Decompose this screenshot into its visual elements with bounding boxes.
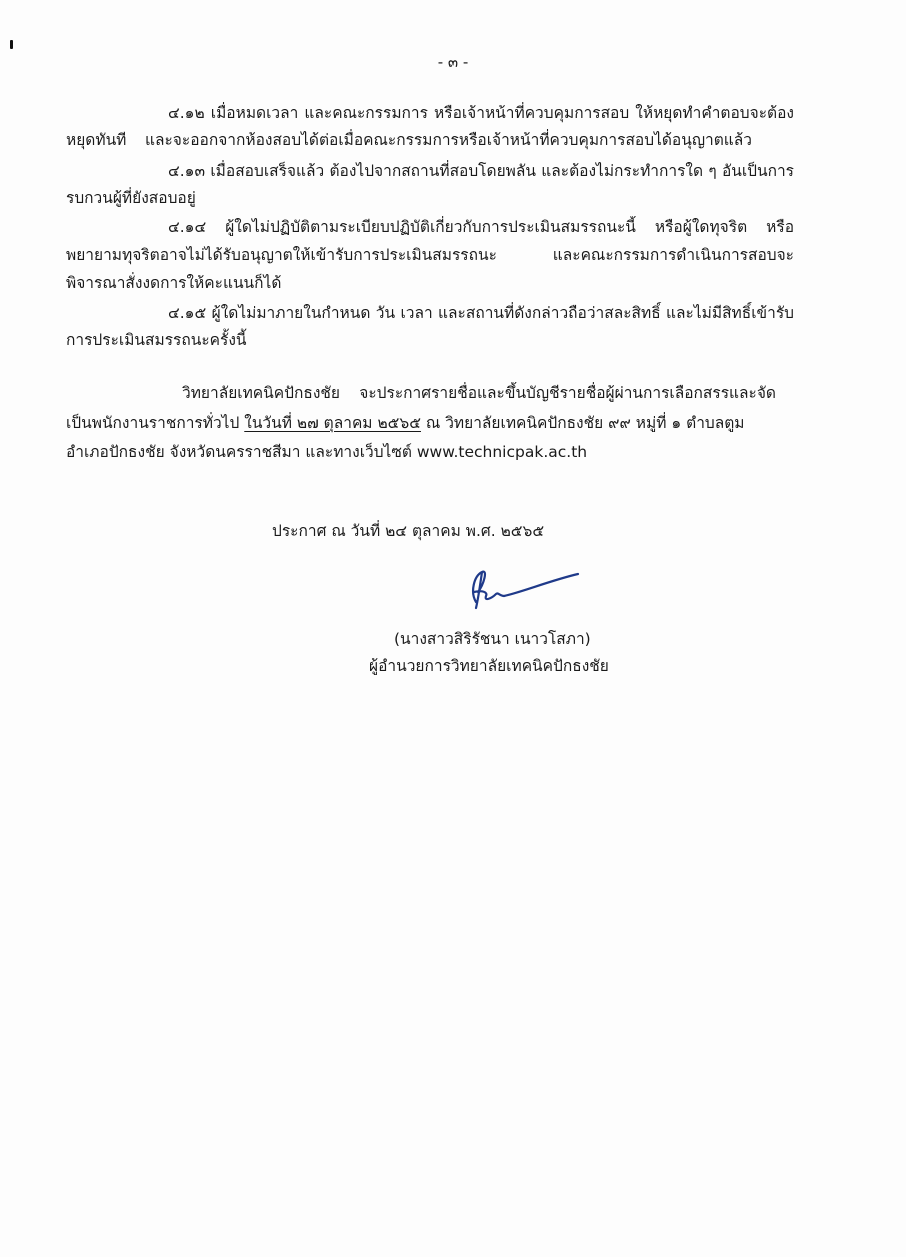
item-4-14-line-1: ๔.๑๔ ผู้ใดไม่ปฏิบัติตามระเบียบปฏิบัติเกี่ยวกับการประเมินสมรรถนะนี้ หรือผู้ใดทุจริต หรือ [168,218,794,236]
item-4-13-line-2: รบกวนผู้ที่ยังสอบอยู่ [66,189,196,207]
item-4-14-line-2: พยายามทุจริตอาจไม่ได้รับอนุญาตให้เข้ารับการประเมินสมรรถนะ และคณะกรรมการดำเนินการสอบจะ [66,246,794,264]
item-4-14-line-3: พิจารณาสั่งงดการให้คะแนนก็ได้ [66,274,282,292]
scan-edge-mark [10,40,13,49]
item-4-15-line-2: การประเมินสมรรถนะครั้งนี้ [66,331,247,349]
page-number: - ๓ - [437,53,469,71]
announcement-line-2 [66,412,745,434]
announcement-line-1: วิทยาลัยเทคนิคปักธงชัย จะประกาศรายชื่อและขึ้นบัญชีรายชื่อผู้ผ่านการเลือกสรรและจัด [182,384,776,402]
announcement-date-line: ประกาศ ณ วันที่ ๒๔ ตุลาคม พ.ศ. ๒๕๖๕ [272,522,545,540]
item-4-12-line-2: หยุดทันที และจะออกจากห้องสอบได้ต่อเมื่อคณะกรรมการหรือเจ้าหน้าที่ควบคุมการสอบได้อนุญาตแล้ว [66,131,752,149]
item-4-15-line-1: ๔.๑๕ ผู้ใดไม่มาภายในกำหนด วัน เวลา และสถานที่ดังกล่าวถือว่าสละสิทธิ์ และไม่มีสิทธิ์เข้ารับ [168,304,794,322]
signature-image [462,562,582,618]
signer-name: (นางสาวสิริรัชนา เนาวโสภา) [394,630,591,648]
item-4-12-line-1: ๔.๑๒ เมื่อหมดเวลา และคณะกรรมการ หรือเจ้าหน้าที่ควบคุมการสอบ ให้หยุดทำคำตอบจะต้อง [168,104,794,122]
announcement-line-2-suffix: ณ วิทยาลัยเทคนิคปักธงชัย ๙๙ หมู่ที่ ๑ ตำบลตูม [425,414,745,432]
signer-title: ผู้อำนวยการวิทยาลัยเทคนิคปักธงชัย [369,657,609,675]
item-4-13-line-1: ๔.๑๓ เมื่อสอบเสร็จแล้ว ต้องไปจากสถานที่สอบโดยพลัน และต้องไม่กระทำการใด ๆ อันเป็นการ [168,162,794,180]
announcement-date-underlined: ในวันที่ ๒๗ ตุลาคม ๒๕๖๕ [244,414,421,432]
announcement-line-2-prefix: เป็นพนักงานราชการทั่วไป [66,414,240,432]
announcement-line-3: อำเภอปักธงชัย จังหวัดนครราชสีมา และทางเว็บไซต์ www.technicpak.ac.th [66,443,588,461]
